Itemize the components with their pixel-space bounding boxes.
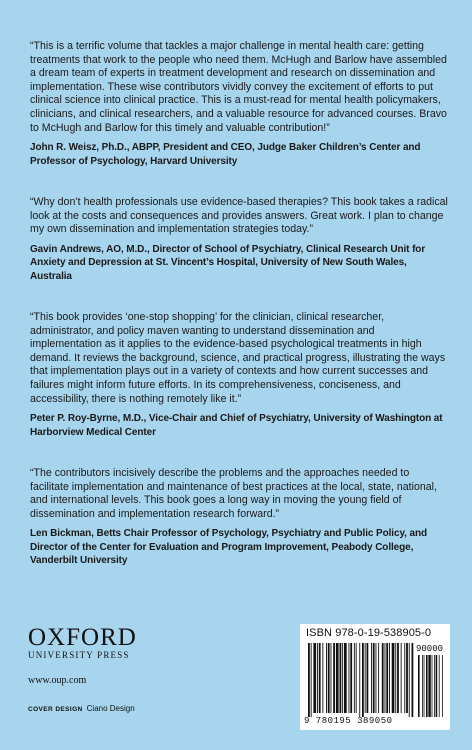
endorsement-attribution: Gavin Andrews, AO, M.D., Director of School of Psychiatry, Clinical Research Unit for Anxiety and Depression at St. Vincent’s Hospital, University of New South Wales, Australia — [30, 243, 426, 282]
cover-design-value: Ciano Design — [86, 704, 135, 713]
endorsements — [30, 40, 448, 596]
publisher-subtitle: UNIVERSITY PRESS — [28, 650, 130, 660]
endorsement-andrews — [30, 196, 448, 283]
barcode-digits: 9 780195 389050 — [304, 716, 393, 726]
barcode-panel — [300, 624, 450, 730]
endorsement-attribution: John R. Weisz, Ph.D., ABPP, President and CEO, Judge Baker Children’s Center and Professor of Psychology, Harvard University — [30, 142, 421, 167]
endorsement-roy-byrne — [30, 311, 448, 439]
publisher-logo — [28, 626, 137, 660]
endorsement-quote: “The contributors incisively describe the problems and the approaches needed to facilitate implementation and maintenance of best practices at the local, state, national, and international levels. This book goes a long way in moving the young field of dissemination and implementation research forward.” — [30, 466, 437, 520]
barcode-addon: 90000 — [416, 644, 444, 654]
endorsement-quote: “This is a terrific volume that tackles a major challenge in mental health care: getting treatments that work to the people who need them. McHugh and Barlow have assembled a dream team of experts in treatment development and research on dissemination and implementation. These wise contributors vividly convey the excitement of efforts to put clinical science into clinical practice. This is a must-read for mental health policymakers, clinicians, and clinical researchers, and a valuable resource for advanced courses. Bravo to McHugh and Barlow for this timely and valuable contribution!” — [30, 40, 447, 134]
endorsement-attribution: Peter P. Roy-Byrne, M.D., Vice-Chair and Chief of Psychiatry, University of Washington at Harborview Medical Center — [30, 413, 443, 438]
endorsement-quote: “This book provides ‘one-stop shopping’ for the clinician, clinical researcher, administrator, and policy maven wanting to understand dissemination and implementation as it applies to the evidence-based psychological treatments in high demand. It reviews the background, science, and practical progress, illustrating the ways that implementation plays out in a variety of contexts and how current successes and failures might inform future efforts. In its comprehensiveness, conciseness, and accessibility, there is nothing remotely like it.” — [30, 310, 446, 405]
publisher-name: OXFORD — [28, 624, 137, 651]
endorsement-attribution: Len Bickman, Betts Chair Professor of Psychology, Psychiatry and Public Policy, and Director of the Center for Evaluation and Program Improvement, Peabody College, Vanderbilt University — [30, 528, 427, 567]
cover-design-credit — [28, 704, 135, 713]
endorsement-bickman — [30, 467, 448, 568]
publisher-url: www.oup.com — [28, 675, 87, 686]
endorsement-quote: “Why don’t health professionals use evidence-based therapies? This book takes a radical look at the costs and consequences and provides answers. Great work. I plan to change my own dissemination and implementation strategies today.” — [30, 195, 448, 236]
cover-design-label: COVER DESIGN — [28, 706, 83, 713]
isbn-number: ISBN 978-0-19-538905-0 — [306, 627, 432, 639]
endorsement-weisz — [30, 40, 448, 168]
barcode-graphic — [308, 643, 444, 717]
